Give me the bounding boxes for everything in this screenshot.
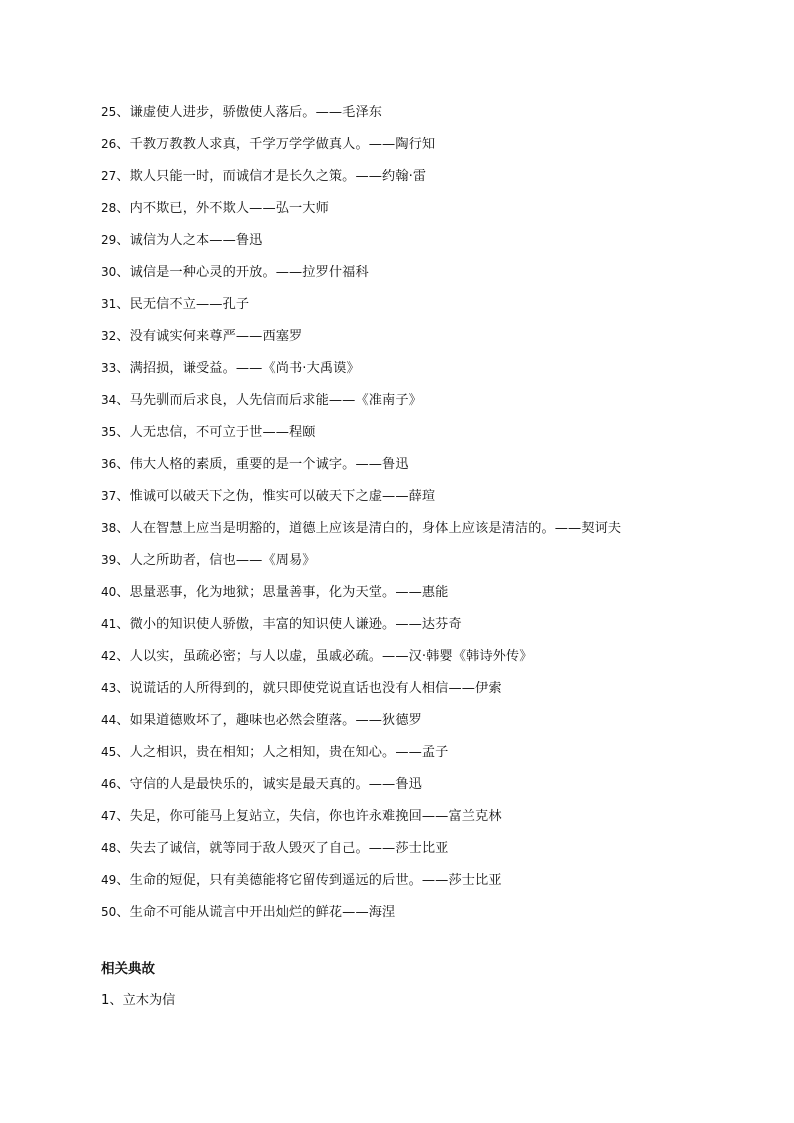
quote-number: 28 [101,201,117,215]
quote-text: 、伟大人格的素质，重要的是一个诚字。——鲁迅 [116,457,409,472]
quote-item [101,741,761,773]
quote-text: 、人之相识，贵在相知；人之相知，贵在知心。——孟子 [116,745,449,760]
quote-text: 、守信的人是最快乐的，诚实是最天真的。——鲁迅 [116,777,422,792]
quote-item [101,389,761,421]
quote-item [101,837,761,869]
quote-text: 、人在智慧上应当是明豁的，道德上应该是清白的，身体上应该是清洁的。——契诃夫 [116,521,622,536]
quote-text: 、如果道德败坏了，趣味也必然会堕落。——狄德罗 [116,713,422,728]
quote-text: 、生命的短促，只有美德能将它留传到遥远的后世。——莎士比亚 [116,873,502,888]
quote-item [101,485,761,517]
quote-text: 、惟诚可以破天下之伪，惟实可以破天下之虚——薛瑄 [116,489,436,504]
quote-text: 、诚信是一种心灵的开放。——拉罗什福科 [116,265,369,280]
quote-text: 、人以实，虽疏必密；与人以虚，虽戚必疏。——汉·韩婴《韩诗外传》 [116,649,533,664]
quote-text: 、人之所助者，信也——《周易》 [116,553,316,568]
quote-text: 、千教万教教人求真，千学万学学做真人。——陶行知 [116,137,436,152]
quote-item [101,325,761,357]
quote-item [101,261,761,293]
quote-item [101,677,761,709]
quote-text: 、欺人只能一时，而诚信才是长久之策。——约翰·雷 [116,169,427,184]
quote-item [101,357,761,389]
quote-number: 43 [101,681,117,695]
quote-number: 44 [101,713,117,727]
section-heading: 相关典故 [101,961,155,977]
quote-number: 34 [101,393,117,407]
quote-number: 41 [101,617,117,631]
quote-text: 、失足，你可能马上复站立，失信，你也许永难挽回——富兰克林 [116,809,502,824]
quote-text: 、没有诚实何来尊严——西塞罗 [116,329,303,344]
quote-number: 45 [101,745,117,759]
quote-item [101,869,761,901]
quote-text: 、生命不可能从谎言中开出灿烂的鲜花——海涅 [116,905,396,920]
quote-number: 38 [101,521,117,535]
quote-number: 50 [101,905,117,919]
quote-number: 26 [101,137,117,151]
quote-item [101,293,761,325]
quote-item [101,709,761,741]
quote-text: 、内不欺已，外不欺人——弘一大师 [116,201,329,216]
quote-item [101,165,761,197]
quote-text: 、民无信不立——孔子 [116,297,250,312]
quote-number: 48 [101,841,117,855]
quote-text: 、诚信为人之本——鲁迅 [116,233,263,248]
quote-number: 35 [101,425,117,439]
quote-item [101,453,761,485]
quote-item [101,901,761,933]
quote-text: 、思量恶事，化为地狱；思量善事，化为天堂。——惠能 [116,585,449,600]
quote-item [101,549,761,581]
quote-item [101,101,761,133]
quote-text: 、马先驯而后求良，人先信而后求能——《准南子》 [116,393,422,408]
quote-number: 25 [101,105,117,119]
quote-item [101,421,761,453]
quote-number: 27 [101,169,117,183]
quote-number: 31 [101,297,117,311]
quote-number: 40 [101,585,117,599]
quote-item [101,229,761,261]
quote-item [101,645,761,677]
quote-number: 42 [101,649,117,663]
quote-number: 29 [101,233,117,247]
quote-item [101,517,761,549]
quote-text: 、满招损，谦受益。——《尚书·大禹谟》 [116,361,360,376]
quote-item [101,613,761,645]
quote-number: 37 [101,489,117,503]
quote-number: 49 [101,873,117,887]
quote-text: 、谦虚使人进步，骄傲使人落后。——毛泽东 [116,105,383,120]
quote-text: 、微小的知识使人骄傲，丰富的知识使人谦逊。——达芬奇 [116,617,462,632]
quote-item [101,805,761,837]
quote-number: 39 [101,553,117,567]
quote-number: 33 [101,361,117,375]
quote-item [101,133,761,165]
quote-number: 47 [101,809,117,823]
quote-number: 32 [101,329,117,343]
quote-item [101,581,761,613]
quote-text: 、失去了诚信，就等同于敌人毁灭了自己。——莎士比亚 [116,841,449,856]
quote-number: 46 [101,777,117,791]
quote-list [101,101,761,933]
quote-number: 36 [101,457,117,471]
quote-item [101,773,761,805]
story-item: 1、立木为信 [101,993,176,1008]
quote-number: 30 [101,265,117,279]
quote-item [101,197,761,229]
quote-text: 、人无忠信，不可立于世——程颐 [116,425,316,440]
quote-text: 、说谎话的人所得到的，就只即使党说直话也没有人相信——伊索 [116,681,502,696]
